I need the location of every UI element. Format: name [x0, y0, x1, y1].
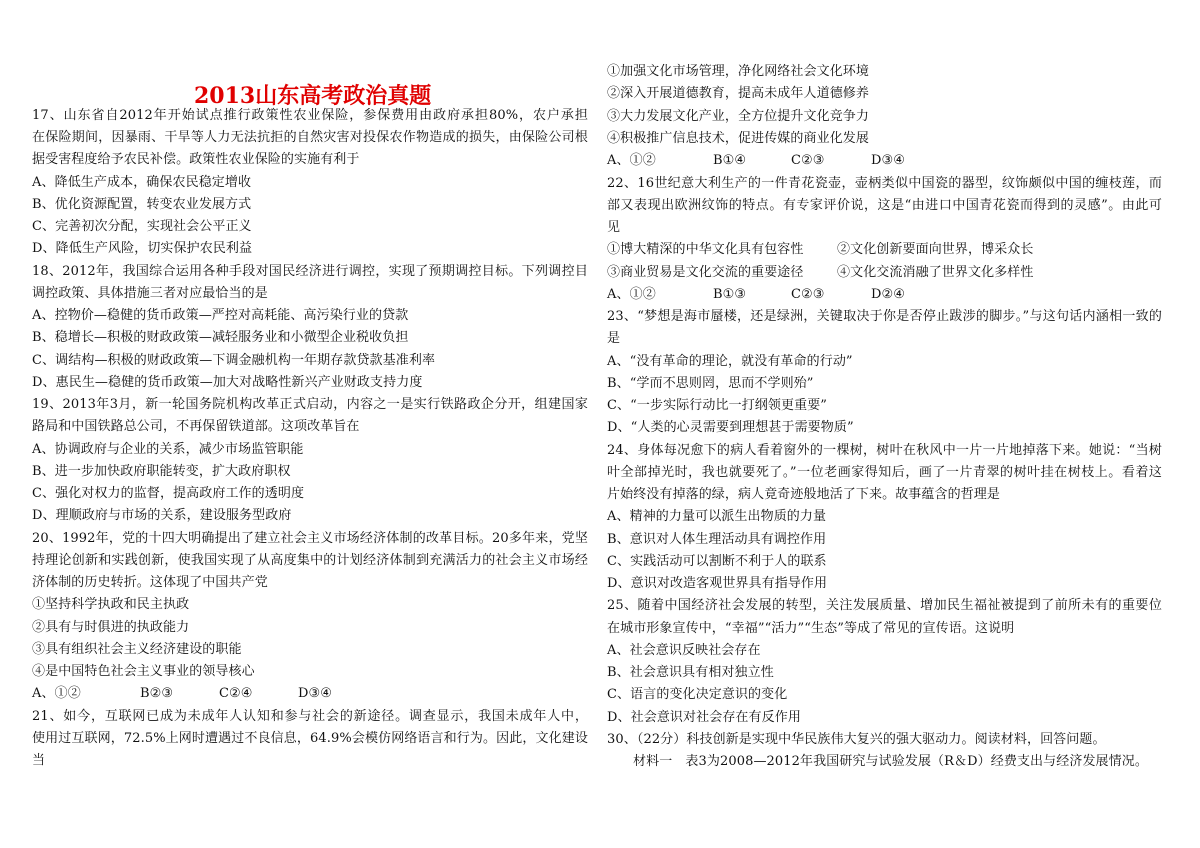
- statement-3: ③具有组织社会主义经济建设的职能: [32, 642, 242, 657]
- choice-c: C②③: [791, 153, 825, 168]
- choice-b: B①④: [713, 153, 747, 168]
- choice-a: A、①②: [607, 153, 656, 168]
- choice-d: D③④: [298, 686, 333, 701]
- question-stem-line: 23、“梦想是海市蜃楼，还是绿洲，关键取决于你是否停止跋涉的脚步。”与这句话内涵相一致的: [607, 309, 1162, 324]
- statement-1: ①坚持科学执政和民主执政: [32, 597, 190, 612]
- question-stem-line: 见: [607, 220, 621, 235]
- question-stem-line: 在城市形象宣传中，“幸福”“活力”“生态”等成了常见的宣传语。这说明: [607, 621, 1015, 636]
- question-stem-line: 22、16世纪意大利生产的一件青花瓷壶，壶柄类似中国瓷的器型，纹饰颇似中国的缠枝莲，而: [607, 176, 1162, 191]
- option-c: C、语言的变化决定意识的变化: [607, 687, 788, 702]
- choice-b: B①③: [713, 287, 747, 302]
- statement-row: [607, 240, 1034, 260]
- option-a: A、精神的力量可以派生出物质的力量: [607, 509, 827, 524]
- option-c: C、实践活动可以割断不利于人的联系: [607, 554, 827, 569]
- statement-4: ④文化交流消融了世界文化多样性: [837, 265, 1034, 280]
- statement-row: [607, 263, 1034, 283]
- option-b: B、意识对人体生理活动具有调控作用: [607, 532, 827, 547]
- question-stem-line: 济体制的历史转折。这体现了中国共产党: [32, 575, 268, 590]
- question-stem-line: 21、如今，互联网已成为未成年人认知和参与社会的新途径。调查显示，我国未成年人中，: [32, 709, 588, 724]
- question-stem-line: 片始终没有掉落的绿，病人竟奇迹般地活了下来。故事蕴含的哲理是: [607, 487, 1001, 502]
- choice-row: [32, 684, 332, 704]
- material-one: 材料一 表3为2008—2012年我国研究与试验发展（R＆D）经费支出与经济发展情况。: [633, 754, 1148, 769]
- option-d: D、惠民生—稳健的货币政策—加大对战略性新兴产业财政支持力度: [32, 375, 423, 390]
- choice-a: A、①②: [607, 287, 656, 302]
- question-stem-line: 25、随着中国经济社会发展的转型，关注发展质量、增加民生福祉被提到了前所未有的重要位: [607, 598, 1162, 613]
- statement-1: ①加强文化市场管理，净化网络社会文化环境: [607, 64, 870, 79]
- question-stem-line: 17、山东省自2012年开始试点推行政策性农业保险，参保费用由政府承担80%，农户承担: [32, 108, 588, 123]
- option-a: A、协调政府与企业的关系，减少市场监管职能: [32, 442, 304, 457]
- choice-b: B②③: [140, 686, 174, 701]
- choice-c: C②③: [791, 287, 825, 302]
- question-stem-line: 使用过互联网，72.5%上网时遭遇过不良信息，64.9%会模仿网络语言和行为。因此，文化建设: [32, 731, 588, 746]
- question-stem-line: 据受害程度给予农民补偿。政策性农业保险的实施有利于: [32, 152, 360, 167]
- question-stem-line: 部又表现出欧洲纹饰的特点。有专家评价说，这是“由进口中国青花瓷而得到的灵感”。由此可: [607, 198, 1162, 213]
- statement-2: ②具有与时俱进的执政能力: [32, 620, 190, 635]
- option-a: A、社会意识反映社会存在: [607, 643, 761, 658]
- statement-3: ③商业贸易是文化交流的重要途径: [607, 265, 804, 280]
- choice-row: [607, 151, 905, 171]
- question-stem-line: 当: [32, 753, 46, 768]
- question-stem-line: 叶全部掉光时，我也就要死了。”一位老画家得知后，画了一片青翠的树叶挂在树枝上。看着这: [607, 465, 1162, 480]
- choice-d: D②④: [871, 287, 906, 302]
- choice-row: [607, 285, 905, 305]
- statement-1: ①博大精深的中华文化具有包容性: [607, 242, 804, 257]
- option-b: B、优化资源配置，转变农业发展方式: [32, 197, 252, 212]
- question-stem-line: 24、身体每况愈下的病人看着窗外的一棵树，树叶在秋风中一片一片地掉落下来。她说：“当树: [607, 443, 1162, 458]
- option-d: D、降低生产风险，切实保护农民利益: [32, 241, 253, 256]
- question-stem-line: 在保险期间，因暴雨、干旱等人力无法抗拒的自然灾害对投保农作物造成的损失，由保险公司根: [32, 130, 588, 145]
- question-stem-line: 30、（22分）科技创新是实现中华民族伟大复兴的强大驱动力。阅读材料，回答问题。: [607, 732, 1106, 747]
- option-b: B、稳增长—积极的财政政策—减轻服务业和小微型企业税收负担: [32, 330, 409, 345]
- option-c: C、“一步实际行动比一打纲领更重要”: [607, 398, 828, 413]
- option-b: B、“学而不思则罔，思而不学则殆”: [607, 376, 814, 391]
- statement-4: ④是中国特色社会主义事业的领导核心: [32, 664, 255, 679]
- statement-2: ②深入开展道德教育，提高未成年人道德修养: [607, 86, 870, 101]
- option-b: B、进一步加快政府职能转变，扩大政府职权: [32, 464, 291, 479]
- question-stem-line: 调控政策、具体措施三者对应最恰当的是: [32, 286, 268, 301]
- option-d: D、意识对改造客观世界具有指导作用: [607, 576, 828, 591]
- option-a: A、降低生产成本，确保农民稳定增收: [32, 175, 252, 190]
- question-stem-line: 是: [607, 331, 621, 346]
- statement-3: ③大力发展文化产业，全方位提升文化竞争力: [607, 109, 870, 124]
- statement-2: ②文化创新要面向世界，博采众长: [837, 242, 1034, 257]
- option-c: C、完善初次分配，实现社会公平正义: [32, 219, 252, 234]
- option-b: B、社会意识具有相对独立性: [607, 665, 774, 680]
- question-stem-line: 20、1992年，党的十四大明确提出了建立社会主义市场经济体制的改革目标。20多年来，党坚: [32, 531, 588, 546]
- page-title: 2013山东高考政治真题: [194, 83, 432, 109]
- statement-4: ④积极推广信息技术，促进传媒的商业化发展: [607, 131, 870, 146]
- question-stem-line: 19、2013年3月，新一轮国务院机构改革正式启动，内容之一是实行铁路政企分开，组建国家: [32, 397, 588, 412]
- option-a: A、控物价—稳健的货币政策—严控对高耗能、高污染行业的贷款: [32, 308, 409, 323]
- choice-d: D③④: [871, 153, 906, 168]
- option-a: A、“没有革命的理论，就没有革命的行动”: [607, 354, 853, 369]
- option-d: D、“人类的心灵需要到理想甚于需要物质”: [607, 420, 854, 435]
- choice-c: C②④: [219, 686, 253, 701]
- question-stem-line: 持理论创新和实践创新，使我国实现了从高度集中的计划经济体制到充满活力的社会主义市场经: [32, 553, 588, 568]
- question-stem-line: 路局和中国铁路总公司，不再保留铁道部。这项改革旨在: [32, 419, 360, 434]
- question-stem-line: 18、2012年，我国综合运用各种手段对国民经济进行调控，实现了预期调控目标。下列调控目: [32, 264, 588, 279]
- option-d: D、理顺政府与市场的关系，建设服务型政府: [32, 508, 292, 523]
- option-c: C、调结构—积极的财政政策—下调金融机构一年期存款贷款基准利率: [32, 353, 436, 368]
- option-d: D、社会意识对社会存在有反作用: [607, 710, 801, 725]
- option-c: C、强化对权力的监督，提高政府工作的透明度: [32, 486, 305, 501]
- choice-a: A、①②: [32, 686, 81, 701]
